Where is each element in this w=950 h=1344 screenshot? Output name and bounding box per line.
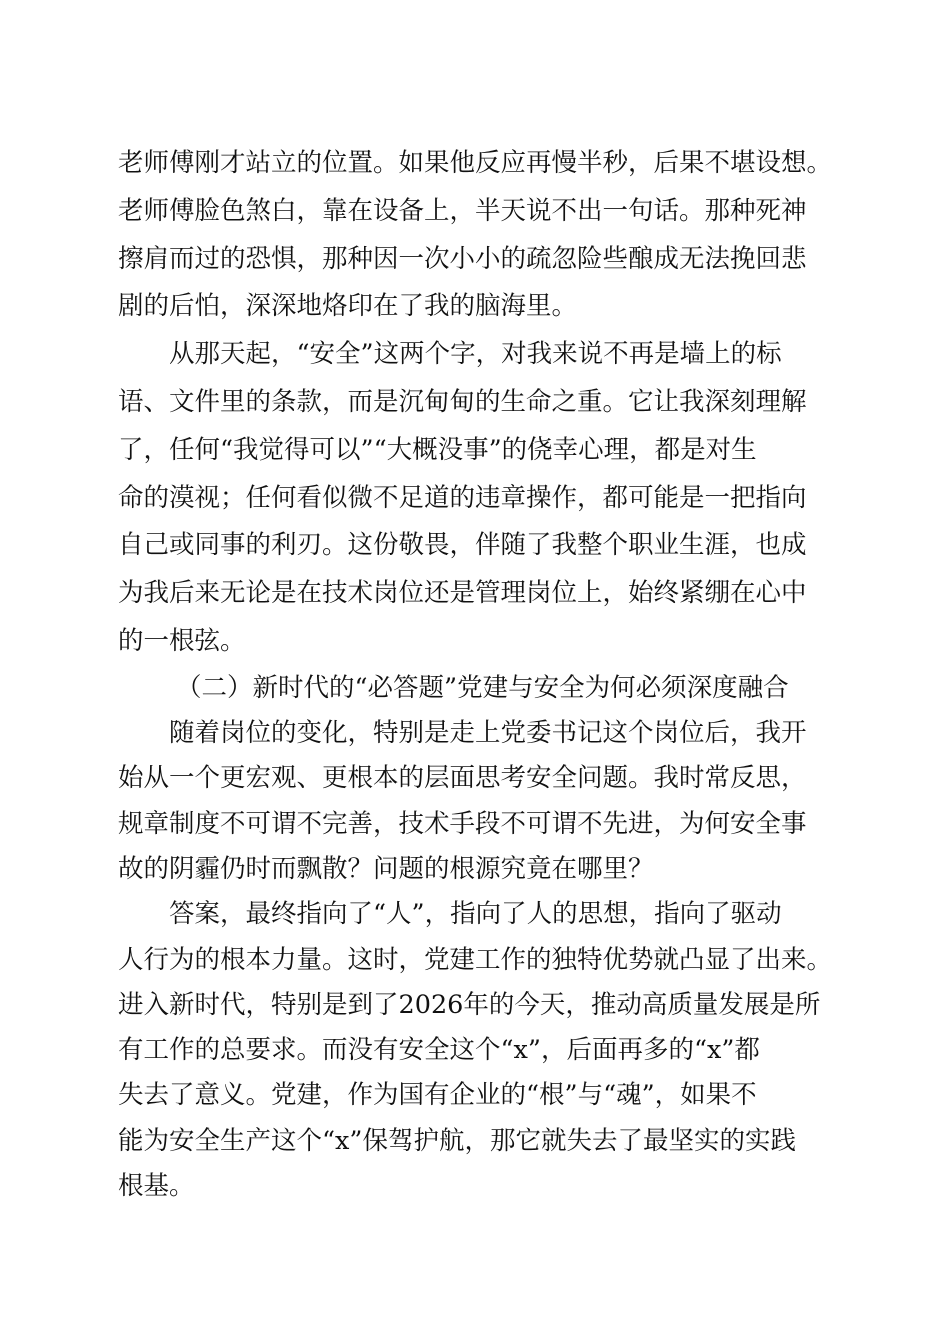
text-line: 了，任何“我觉得可以”“大概没事”的侥幸心理，都是对生 (118, 434, 757, 465)
text-line: 进入新时代，特别是到了2026年的今天，推动高质量发展是所 (118, 989, 821, 1020)
text-line: 命的漠视；任何看似微不足道的违章操作，都可能是一把指向 (118, 482, 807, 513)
text-line: 人行为的根本力量。这时，党建工作的独特优势就凸显了出来。 (118, 944, 833, 975)
text-line: 擦肩而过的恐惧，那种因一次小小的疏忽险些酿成无法挽回悲 (118, 243, 807, 274)
text-line: 的一根弦。 (118, 625, 246, 656)
text-line: 老师傅脸色煞白，靠在设备上，半天说不出一句话。那种死神 (118, 195, 807, 226)
text-line: 有工作的总要求。而没有安全这个“x”，后面再多的“x”都 (118, 1035, 760, 1066)
text-line: 能为安全生产这个“x”保驾护航，那它就失去了最坚实的实践 (118, 1125, 796, 1156)
paragraph (118, 140, 838, 331)
text-line: 失去了意义。党建，作为国有企业的“根”与“魂”，如果不 (118, 1080, 757, 1111)
paragraph (118, 711, 838, 892)
text-line: 老师傅刚才站立的位置。如果他反应再慢半秒，后果不堪设想。 (118, 148, 833, 178)
text-line: 语、文件里的条款，而是沉甸甸的生命之重。它让我深刻理解 (118, 386, 807, 417)
text-line: 剧的后怕，深深地烙印在了我的脑海里。 (118, 291, 578, 322)
text-line: 随着岗位的变化，特别是走上党委书记这个岗位后，我开 (169, 718, 807, 749)
text-line: 为我后来无论是在技术岗位还是管理岗位上，始终紧绷在心中 (118, 578, 807, 609)
text-line: 从那天起，“安全”这两个字，对我来说不再是墙上的标 (169, 339, 782, 370)
paragraph (118, 331, 838, 666)
text-line: 根基。 (118, 1171, 195, 1202)
paragraph (118, 892, 838, 1209)
section-heading: （二）新时代的“必答题”党建与安全为何必须深度融合 (176, 672, 789, 703)
text-line: 始从一个更宏观、更根本的层面思考安全问题。我时常反思， (118, 763, 807, 794)
text-line: 故的阴霾仍时而飘散？问题的根源究竟在哪里？ (118, 853, 654, 884)
text-line: 规章制度不可谓不完善，技术手段不可谓不先进，为何安全事 (118, 808, 807, 839)
document-body (118, 140, 838, 1209)
text-line: 自己或同事的利刃。这份敬畏，伴随了我整个职业生涯，也成 (118, 530, 807, 561)
text-line: 答案，最终指向了“人”，指向了人的思想，指向了驱动 (169, 899, 782, 930)
